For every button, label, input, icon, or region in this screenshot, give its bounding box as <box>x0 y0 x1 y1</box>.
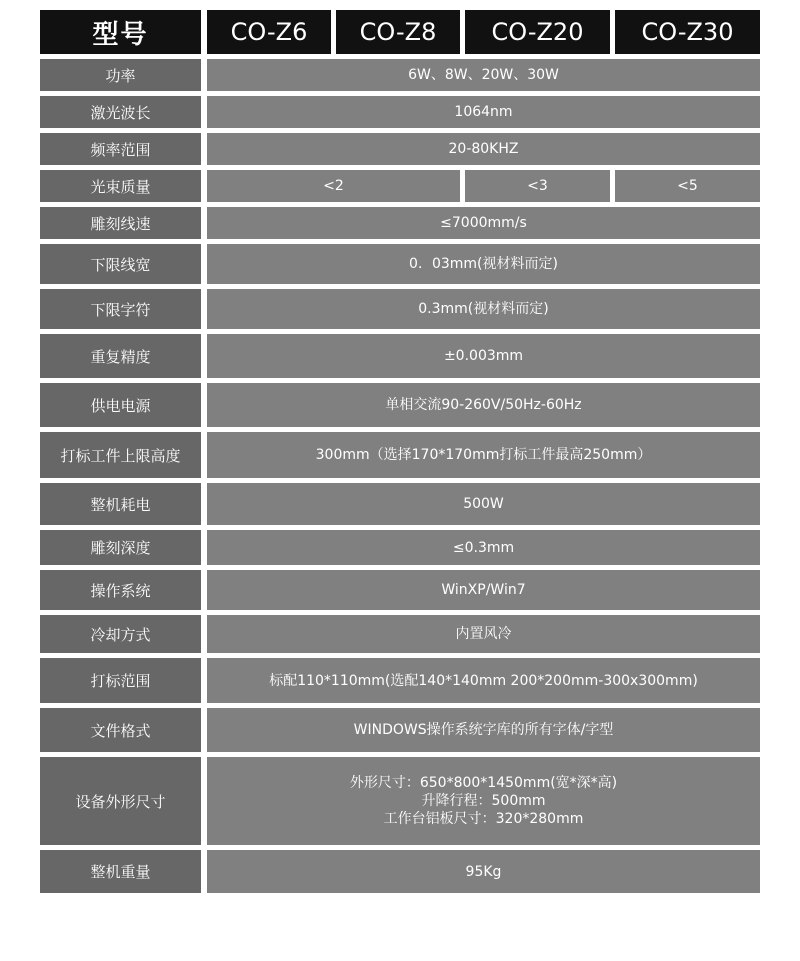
spec-value-dimensions-line-2: 升降行程：500mm <box>421 793 546 809</box>
model-co-z20: CO-Z20 <box>465 10 610 54</box>
spec-label-min-line-width: 下限线宽 <box>40 244 201 284</box>
spec-value-frequency: 20-80KHZ <box>207 133 760 165</box>
spec-label-cooling-method: 冷却方式 <box>40 615 201 653</box>
spec-value-weight: 95Kg <box>207 850 760 893</box>
spec-value-operating-system: WinXP/Win7 <box>207 570 760 610</box>
spec-label-max-workpiece-height: 打标工件上限高度 <box>40 432 201 478</box>
spec-label-operating-system: 操作系统 <box>40 570 201 610</box>
spec-label-marking-range: 打标范围 <box>40 658 201 703</box>
model-header-label: 型号 <box>40 10 201 54</box>
spec-label-beam-quality: 光束质量 <box>40 170 201 202</box>
spec-value-max-workpiece-height: 300mm（选择170*170mm打标工件最高250mm） <box>207 432 760 478</box>
spec-label-weight: 整机重量 <box>40 850 201 893</box>
spec-label-dimensions: 设备外形尺寸 <box>40 757 201 845</box>
spec-value-beam-quality-z6-z8: <2 <box>207 170 460 202</box>
spec-label-engraving-depth: 雕刻深度 <box>40 530 201 565</box>
spec-label-engraving-speed: 雕刻线速 <box>40 207 201 239</box>
spec-value-engraving-depth: ≤0.3mm <box>207 530 760 565</box>
model-co-z8: CO-Z8 <box>336 10 460 54</box>
spec-value-power-consumption: 500W <box>207 483 760 525</box>
spec-value-cooling-method: 内置风冷 <box>207 615 760 653</box>
spec-label-file-format: 文件格式 <box>40 708 201 752</box>
model-co-z6: CO-Z6 <box>207 10 331 54</box>
spec-value-power-supply: 单相交流90-260V/50Hz-60Hz <box>207 383 760 427</box>
spec-value-file-format: WINDOWS操作系统字库的所有字体/字型 <box>207 708 760 752</box>
spec-value-dimensions-line-3: 工作台铝板尺寸：320*280mm <box>383 811 584 827</box>
spec-value-marking-range: 标配110*110mm(选配140*140mm 200*200mm-300x300mm) <box>207 658 760 703</box>
spec-value-repeat-precision: ±0.003mm <box>207 334 760 378</box>
model-co-z30: CO-Z30 <box>615 10 760 54</box>
spec-label-power-supply: 供电电源 <box>40 383 201 427</box>
spec-value-beam-quality-z20: <3 <box>465 170 610 202</box>
spec-label-power-consumption: 整机耗电 <box>40 483 201 525</box>
spec-value-min-character: 0.3mm(视材料而定) <box>207 289 760 329</box>
spec-label-repeat-precision: 重复精度 <box>40 334 201 378</box>
spec-value-wavelength: 1064nm <box>207 96 760 128</box>
spec-label-min-character: 下限字符 <box>40 289 201 329</box>
spec-label-frequency: 频率范围 <box>40 133 201 165</box>
spec-value-engraving-speed: ≤7000mm/s <box>207 207 760 239</box>
spec-value-beam-quality-z30: <5 <box>615 170 760 202</box>
spec-label-wavelength: 激光波长 <box>40 96 201 128</box>
spec-value-min-line-width: 0．03mm(视材料而定) <box>207 244 760 284</box>
spec-label-power: 功率 <box>40 59 201 91</box>
spec-value-dimensions-line-1: 外形尺寸：650*800*1450mm(宽*深*高) <box>349 775 618 791</box>
spec-value-dimensions <box>207 757 760 845</box>
spec-value-power: 6W、8W、20W、30W <box>207 59 760 91</box>
